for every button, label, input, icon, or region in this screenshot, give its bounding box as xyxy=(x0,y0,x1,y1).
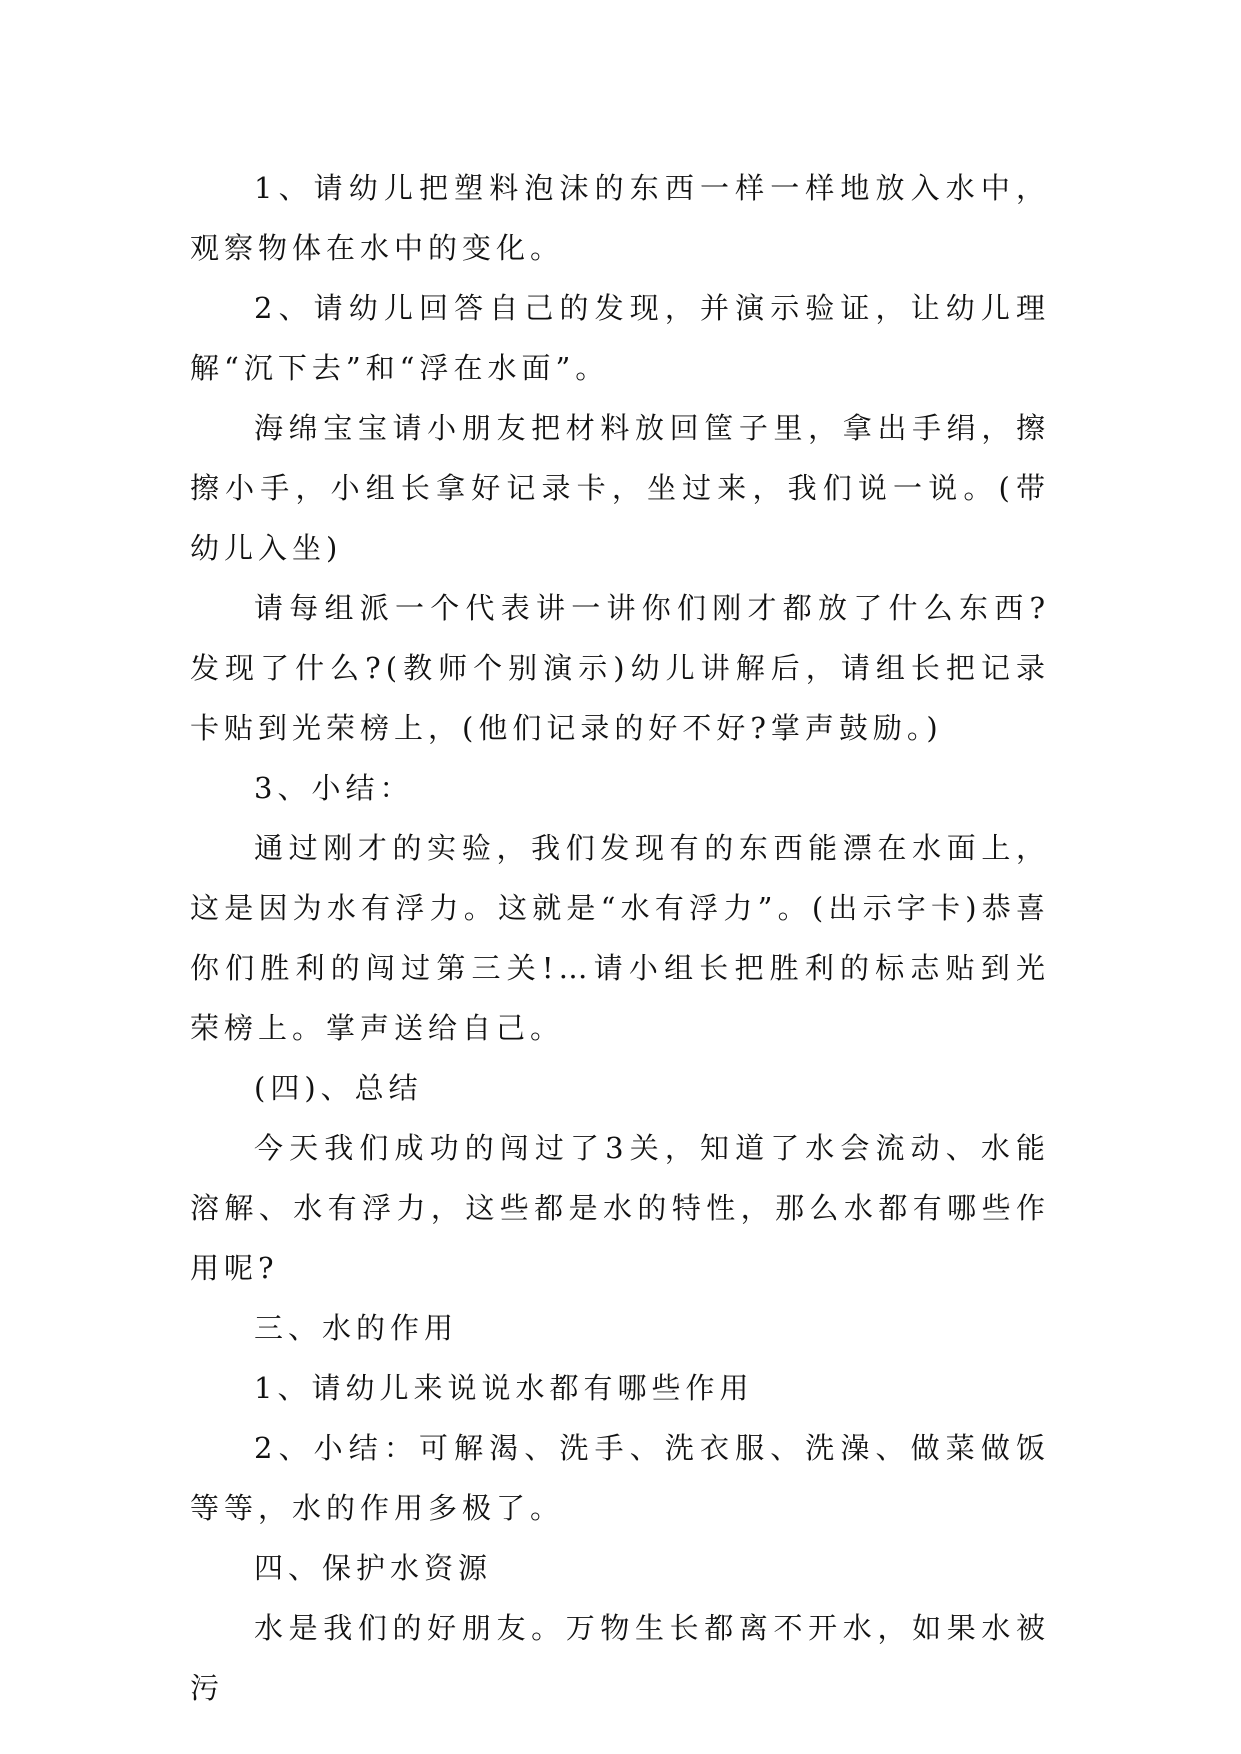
paragraph: 请每组派一个代表讲一讲你们刚才都放了什么东西?发现了什么?(教师个别演示)幼儿讲解后，请组长把记录卡贴到光荣榜上，(他们记录的好不好?掌声鼓励。) xyxy=(190,591,1050,745)
section-heading: (四)、总结 xyxy=(254,1071,423,1105)
subheading: 3、小结： xyxy=(254,771,414,805)
paragraph: 2、请幼儿回答自己的发现，并演示验证，让幼儿理解“沉下去”和“浮在水面”。 xyxy=(190,291,1050,385)
section-heading: 四、保护水资源 xyxy=(254,1551,493,1585)
paragraph: 海绵宝宝请小朋友把材料放回筐子里，拿出手绢，擦擦小手，小组长拿好记录卡，坐过来，我们说一说。(带幼儿入坐) xyxy=(190,411,1050,565)
paragraph: 1、请幼儿来说说水都有哪些作用 xyxy=(254,1371,754,1405)
paragraph: 水是我们的好朋友。万物生长都离不开水，如果水被污 xyxy=(190,1611,1050,1705)
paragraph: 通过刚才的实验，我们发现有的东西能漂在水面上，这是因为水有浮力。这就是“水有浮力”。(出示字卡)恭喜你们胜利的闯过第三关!…请小组长把胜利的标志贴到光荣榜上。掌声送给自己。 xyxy=(190,831,1050,1045)
section-heading: 三、水的作用 xyxy=(254,1311,459,1345)
paragraph: 2、小结：可解渴、洗手、洗衣服、洗澡、做菜做饭等等，水的作用多极了。 xyxy=(190,1431,1050,1525)
paragraph: 今天我们成功的闯过了3关，知道了水会流动、水能溶解、水有浮力，这些都是水的特性，那么水都有哪些作用呢? xyxy=(190,1131,1050,1285)
paragraph: 1、请幼儿把塑料泡沫的东西一样一样地放入水中，观察物体在水中的变化。 xyxy=(190,171,1050,265)
document-body xyxy=(190,158,1050,1718)
